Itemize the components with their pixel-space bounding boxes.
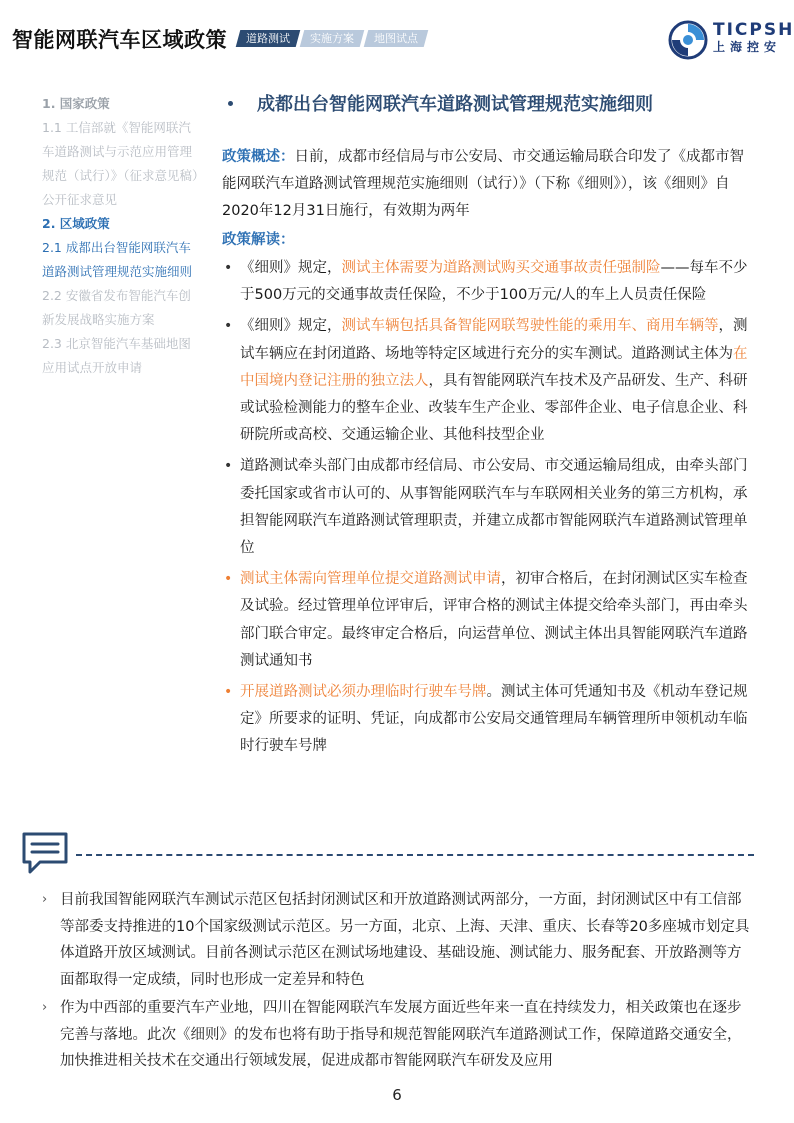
overview-text: 日前，成都市经信局与市公安局、市交通运输局联合印发了《成都市智能网联汽车道路测试管理规范实施细则（试行）》（下称《细则》），该《细则》自2020年12月31日施行，有效期为两年 [222,149,744,219]
logo-english: TICPSH [713,20,794,40]
analysis-label: 政策解读： [222,232,295,248]
ticpsh-logo-icon [668,20,708,60]
table-of-contents [42,92,202,380]
page-header [0,0,794,78]
logo-text [713,21,794,55]
toc-section-regional[interactable]: 2. 区域政策 [42,216,110,231]
highlight-text: 测试车辆包括具备智能网联驾驶性能的乘用车、商用车辆等 [341,318,719,335]
policy-analysis-heading [222,227,752,253]
bullet-icon: • [224,318,233,335]
toc-section-national[interactable]: 1. 国家政策 [42,96,110,111]
analysis-list [222,255,752,761]
logo-chinese: 上海控安 [713,40,782,54]
section-divider [76,854,754,856]
highlight-text: 测试主体需要为道路测试购买交通事故责任强制险 [341,260,661,276]
list-item: • 《细则》规定，测试车辆包括具备智能网联驾驶性能的乘用车、商用车辆等，测试车辆应在封闭道路、场地等特定区域进行充分的实车测试。道路测试主体为在中国境内登记注册的独立法人，具有智能网联汽车技术及产品研发、生产、科研或试验检测能力的整车企业、改装车生产企业、零部件企业、电子信息企业、科研院所或高校、交通运输企业、其他科技型企业 [222,313,752,449]
toc-item-2-3[interactable]: 2.3 北京智能汽车基础地图应用试点开放申请 [42,336,191,375]
title-bullet-icon [228,101,233,106]
highlight-text: 在中国境内登记注册的独立法人 [240,345,748,389]
list-item: • 《细则》规定，测试主体需要为道路测试购买交通事故责任强制险——每车不少于500万元的交通事故责任保险，不少于100万元/人的车上人员责任保险 [222,255,752,309]
tag-map-pilot[interactable]: 地图试点 [364,30,429,47]
tag-road-test[interactable]: 道路测试 [236,30,301,47]
chevron-right-icon: › [42,1000,48,1015]
bullet-icon: • [224,458,233,475]
list-item: › 作为中西部的重要汽车产业地，四川在智能网联汽车发展方面近些年来一直在持续发力，相关政策也在逐步完善与落地。此次《细则》的发布也将有助于指导和规范智能网联汽车道路测试工作，保障道路交通安全，加快推进相关技术在交通出行领域发展，促进成都市智能网联汽车研发及应用 [42,995,754,1075]
article-title [222,88,752,118]
bullet-icon: • [224,571,233,588]
main-content [222,88,752,765]
highlight-text: 开展道路测试必须办理临时行驶车号牌 [240,684,487,701]
comment-icon [20,830,70,878]
tag-implementation-plan[interactable]: 实施方案 [300,30,365,47]
policy-overview [222,144,752,225]
chevron-right-icon: › [42,892,48,907]
bullet-icon: • [224,684,233,701]
list-item: › 目前我国智能网联汽车测试示范区包括封闭测试区和开放道路测试两部分，一方面，封闭测试区中有工信部等部委支持推进的10个国家级测试示范区。另一方面，北京、上海、天津、重庆、长春等20多座城市划定具体道路开放区域测试。目前各测试示范区在测试场地建设、基础设施、测试能力、服务配套、开放路测等方面都取得一定成绩，同时也形成一定差异和特色 [42,887,754,993]
document-title: 智能网联汽车区域政策 [12,28,227,52]
category-tags [238,30,426,47]
article-title-text: 成都出台智能网联汽车道路测试管理规范实施细则 [257,94,653,115]
toc-item-1-1[interactable]: 1.1 工信部就《智能网联汽车道路测试与示范应用管理规范（试行）》（征求意见稿）公开征求意见 [42,120,199,207]
list-item: • 开展道路测试必须办理临时行驶车号牌。测试主体可凭通知书及《机动车登记规定》所要求的证明、凭证，向成都市公安局交通管理局车辆管理所申领机动车临时行驶车号牌 [222,679,752,761]
toc-item-2-2[interactable]: 2.2 安徽省发布智能汽车创新发展战略实施方案 [42,288,191,327]
list-item: • 测试主体需向管理单位提交道路测试申请，初审合格后，在封闭测试区实车检查及试验。经过管理单位评审后，评审合格的测试主体提交给牵头部门，再由牵头部门联合审定。最终审定合格后，向运营单位、测试主体出具智能网联汽车道路测试通知书 [222,566,752,675]
list-item: • 道路测试牵头部门由成都市经信局、市公安局、市交通运输局组成，由牵头部门委托国家或省市认可的、从事智能网联汽车与车联网相关业务的第三方机构，承担智能网联汽车道路测试管理职责，并建立成都市智能网联汽车道路测试管理单位 [222,453,752,562]
overview-label: 政策概述： [222,149,295,165]
bullet-icon: • [224,260,233,276]
page-number: 6 [392,1086,402,1104]
toc-item-2-1[interactable]: 2.1 成都出台智能网联汽车道路测试管理规范实施细则 [42,240,193,279]
commentary-list [42,887,754,1077]
highlight-text: 测试主体需向管理单位提交道路测试申请 [240,571,501,588]
